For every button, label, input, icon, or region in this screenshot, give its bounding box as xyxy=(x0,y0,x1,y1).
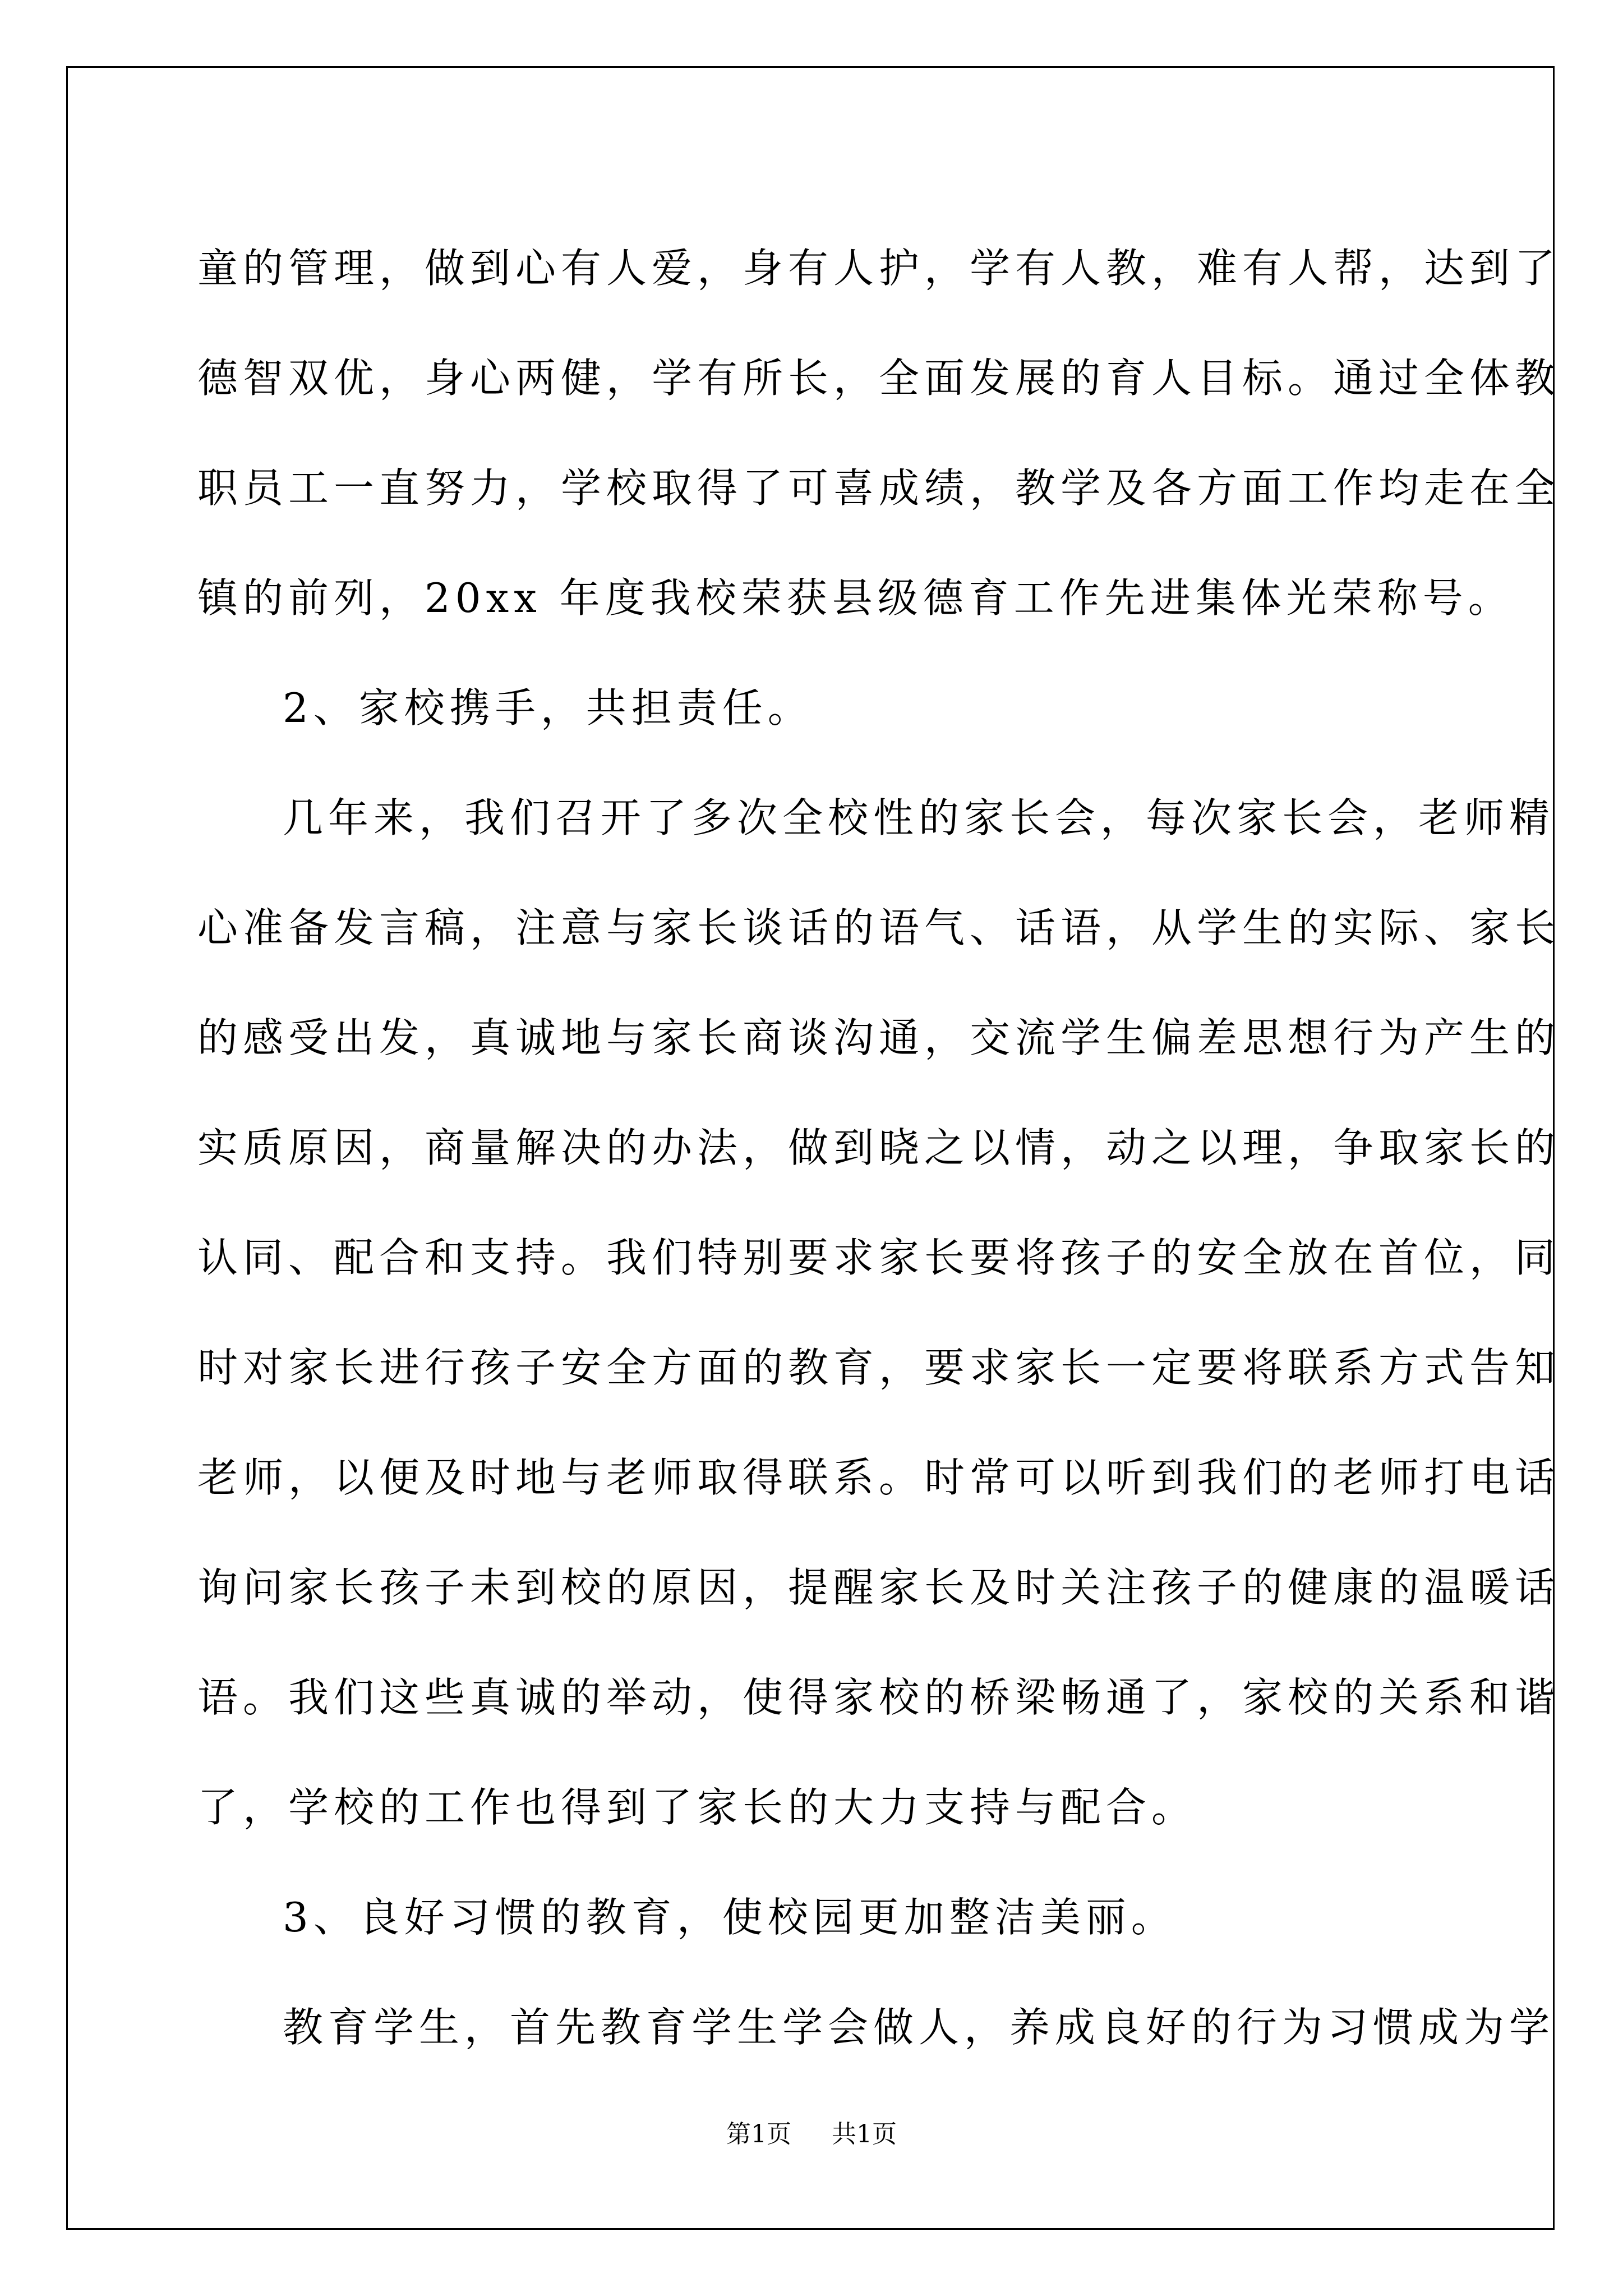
text-line-10: 认同、配合和支持。我们特别要求家长要将孩子的安全放在首位，同 xyxy=(197,1234,1561,1281)
text-line-12: 老师，以便及时地与老师取得联系。时常可以听到我们的老师打电话 xyxy=(197,1454,1561,1501)
text-line-6: 几年来，我们召开了多次全校性的家长会，每次家长会，老师精 xyxy=(283,794,1555,841)
page-number: 第1页 xyxy=(726,2120,791,2148)
page-total: 共1页 xyxy=(832,2120,897,2148)
text-line-13: 询问家长孩子未到校的原因，提醒家长及时关注孩子的健康的温暖话 xyxy=(197,1564,1561,1611)
section-heading-3: 3、良好习惯的教育，使校园更加整洁美丽。 xyxy=(283,1894,1177,1941)
text-line-1: 童的管理，做到心有人爱，身有人护，学有人教，难有人帮，达到了 xyxy=(197,245,1561,292)
text-line-14: 语。我们这些真诚的举动，使得家校的桥梁畅通了，家校的关系和谐 xyxy=(197,1674,1561,1721)
page-footer xyxy=(0,2118,1623,2151)
text-line-17: 教育学生，首先教育学生学会做人，养成良好的行为习惯成为学 xyxy=(283,2004,1555,2051)
text-line-11: 时对家长进行孩子安全方面的教育，要求家长一定要将联系方式告知 xyxy=(197,1344,1561,1391)
text-line-4: 镇的前列，20xx 年度我校荣获县级德育工作先进集体光荣称号。 xyxy=(197,574,1514,622)
text-line-15: 了，学校的工作也得到了家长的大力支持与配合。 xyxy=(197,1784,1197,1831)
document-body xyxy=(197,213,1561,2082)
text-line-2: 德智双优，身心两健，学有所长，全面发展的育人目标。通过全体教 xyxy=(197,355,1561,402)
text-line-9: 实质原因，商量解决的办法，做到晓之以情，动之以理，争取家长的 xyxy=(197,1124,1561,1171)
text-line-3: 职员工一直努力，学校取得了可喜成绩，教学及各方面工作均走在全 xyxy=(197,464,1561,512)
text-line-8: 的感受出发，真诚地与家长商谈沟通，交流学生偏差思想行为产生的 xyxy=(197,1014,1561,1061)
section-heading-2: 2、家校携手，共担责任。 xyxy=(283,684,813,731)
text-line-7: 心准备发言稿，注意与家长谈话的语气、话语，从学生的实际、家长 xyxy=(197,904,1561,951)
